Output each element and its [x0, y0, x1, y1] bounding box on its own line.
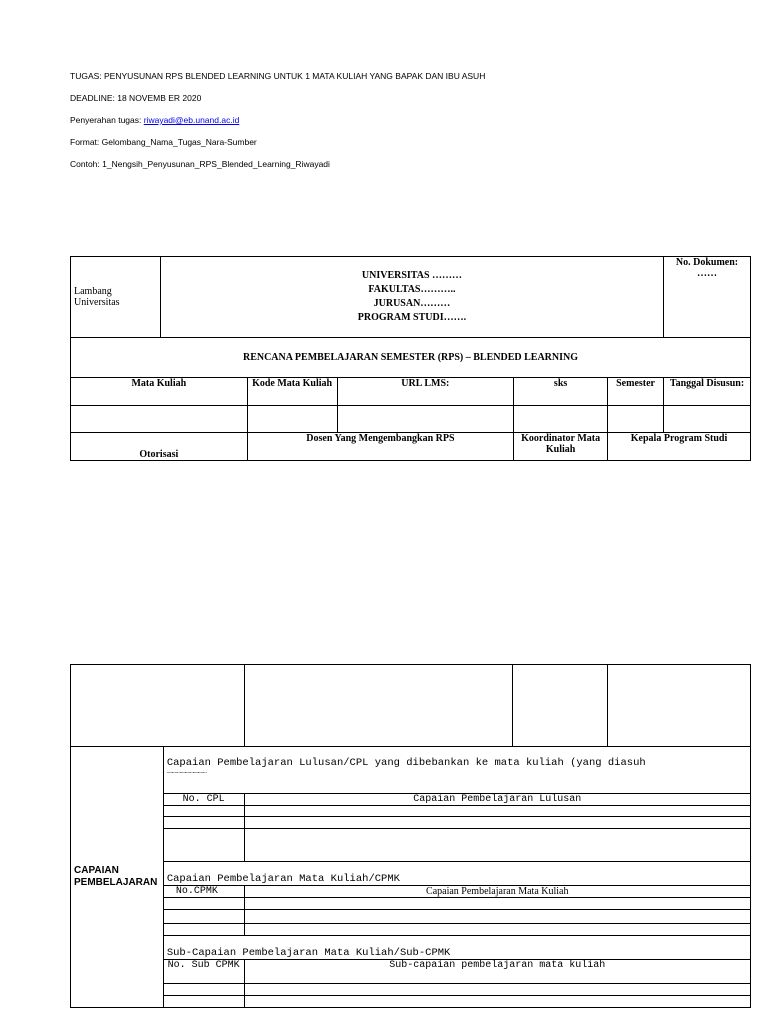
- dosen-cell: Dosen Yang Mengembangkan RPS: [247, 433, 514, 461]
- kode-value: [247, 406, 337, 433]
- sks-value: [514, 406, 608, 433]
- cpmk-row-desc: [244, 924, 750, 936]
- koordinator-cell: Koordinator Mata Kuliah: [514, 433, 608, 461]
- deadline-line: DEADLINE: 18 NOVEMB ER 2020: [70, 93, 202, 103]
- cpmk-row-no: [163, 924, 244, 936]
- col-sks: sks: [514, 378, 608, 406]
- otorisasi-label: Otorisasi: [139, 449, 179, 460]
- tugas-line: TUGAS: PENYUSUNAN RPS BLENDED LEARNING UNTUK 1 MATA KULIAH YANG BAPAK DAN IBU ASUH: [70, 71, 486, 81]
- cpmk-heading-cell: [163, 862, 750, 886]
- cpl-row-no: [163, 806, 244, 817]
- cpl-heading-cell: [163, 747, 750, 794]
- subcpmk-heading: Sub-Capaian Pembelajaran Mata Kuliah/Sub-CPMK: [166, 947, 451, 959]
- cpmk-row-desc: [244, 910, 750, 924]
- cpmk-heading: Capaian Pembelajaran Mata Kuliah/CPMK: [166, 873, 400, 885]
- capaian-table: [70, 664, 751, 1008]
- cpl-dots: ………………………………………: [166, 768, 206, 775]
- col-mata-kuliah: Mata Kuliah: [71, 378, 248, 406]
- semester-value: [608, 406, 664, 433]
- no-cpmk-header: No.CPMK: [163, 886, 244, 898]
- universitas-text: UNIVERSITAS ………: [361, 270, 463, 281]
- cpl-heading: Capaian Pembelajaran Lulusan/CPL yang dibebankan ke mata kuliah (yang diasuh: [166, 757, 646, 769]
- jurusan-text: JURUSAN………: [373, 298, 451, 309]
- tanggal-value: [664, 406, 751, 433]
- rps-title-text: RENCANA PEMBELAJARAN SEMESTER (RPS) – BLENDED LEARNING: [242, 352, 579, 363]
- format-line: Format: Gelombang_Nama_Tugas_Nara-Sumber: [70, 137, 257, 147]
- blank-cell-3: [512, 665, 607, 747]
- cpl-col-header: Capaian Pembelajaran Lulusan: [244, 794, 750, 806]
- col-url: URL LMS:: [337, 378, 514, 406]
- sub-row-desc: [244, 984, 750, 996]
- no-sub-header: No. Sub CPMK: [163, 960, 244, 984]
- cpl-row-no: [163, 829, 244, 862]
- cpmk-row-no: [163, 910, 244, 924]
- kaprodi-cell: Kepala Program Studi: [608, 433, 751, 461]
- mata-kuliah-value: [71, 406, 248, 433]
- url-value: [337, 406, 514, 433]
- no-dokumen-label: No. Dokumen:: [675, 257, 739, 268]
- cpl-row-desc: [244, 817, 750, 829]
- cpmk-col-header: Capaian Pembelajaran Mata Kuliah: [244, 886, 750, 898]
- penyerahan-line: [70, 114, 485, 136]
- subcpmk-heading-cell: [163, 936, 750, 960]
- email-link[interactable]: riwayadi@eb.unand.ac.id: [143, 115, 240, 125]
- no-dokumen-value: ……: [697, 268, 718, 279]
- sub-col-header: Sub-capaian pembelajaran mata kuliah: [244, 960, 750, 984]
- penyerahan-label: Penyerahan tugas:: [70, 115, 144, 125]
- lambang-cell: [71, 257, 161, 338]
- cpl-row-desc: [244, 829, 750, 862]
- cpmk-row-no: [163, 898, 244, 910]
- contoh-line: Contoh: 1_Nengsih_Penyusunan_RPS_Blended_Learning_Riwayadi: [70, 159, 330, 169]
- sub-row-no: [163, 984, 244, 996]
- fakultas-text: FAKULTAS………..: [368, 284, 456, 295]
- lambang-label: Lambang Universitas: [74, 286, 120, 308]
- cpmk-row-desc: [244, 898, 750, 910]
- col-tanggal: Tanggal Disusun:: [664, 378, 751, 406]
- prodi-text: PROGRAM STUDI…….: [357, 312, 467, 323]
- cpl-row-no: [163, 817, 244, 829]
- instructions: [70, 70, 485, 180]
- no-cpl-header: No. CPL: [163, 794, 244, 806]
- blank-cell-2: [244, 665, 512, 747]
- institution-cell: [160, 257, 663, 338]
- rps-title: [71, 338, 751, 378]
- no-dokumen-cell: [664, 257, 751, 338]
- blank-cell-4: [607, 665, 750, 747]
- sub-row-no: [163, 996, 244, 1008]
- otorisasi-cell: [71, 433, 248, 461]
- col-semester: Semester: [608, 378, 664, 406]
- rps-header-table: [70, 256, 751, 461]
- capaian-label-text: CAPAIAN PEMBELAJARAN: [74, 865, 158, 888]
- sub-row-desc: [244, 996, 750, 1008]
- capaian-section-label: [71, 747, 164, 1008]
- col-kode: Kode Mata Kuliah: [247, 378, 337, 406]
- cpl-row-desc: [244, 806, 750, 817]
- blank-cell-1: [71, 665, 245, 747]
